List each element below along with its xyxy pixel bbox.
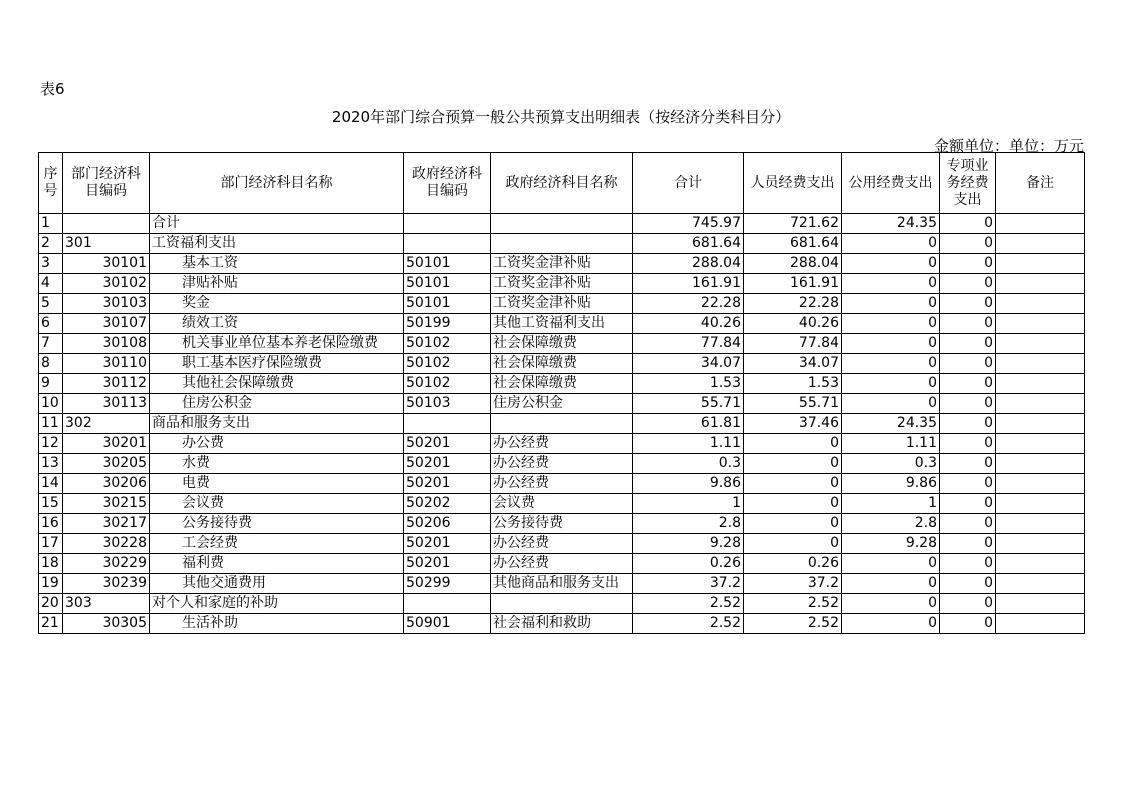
cell-total: 2.52 xyxy=(633,614,744,634)
cell-gov-code: 50101 xyxy=(404,254,491,274)
cell-special: 0 xyxy=(940,414,996,434)
cell-personnel: 2.52 xyxy=(744,594,842,614)
cell-public: 0 xyxy=(842,554,940,574)
cell-gov-code: 50101 xyxy=(404,274,491,294)
table-row xyxy=(39,334,1085,354)
cell-public: 9.28 xyxy=(842,534,940,554)
cell-dept-name: 奖金 xyxy=(150,294,404,314)
cell-personnel: 0 xyxy=(744,454,842,474)
cell-personnel: 0 xyxy=(744,514,842,534)
cell-dept-code: 30215 xyxy=(63,494,150,514)
cell-note xyxy=(996,534,1085,554)
cell-personnel: 0 xyxy=(744,434,842,454)
cell-personnel: 34.07 xyxy=(744,354,842,374)
cell-gov-name: 社会福利和救助 xyxy=(491,614,633,634)
cell-dept-name: 机关事业单位基本养老保险缴费 xyxy=(150,334,404,354)
table-row xyxy=(39,594,1085,614)
cell-dept-code: 30101 xyxy=(63,254,150,274)
cell-personnel: 288.04 xyxy=(744,254,842,274)
cell-total: 22.28 xyxy=(633,294,744,314)
header-gov-code: 政府经济科目编码 xyxy=(404,153,491,214)
cell-public: 1.11 xyxy=(842,434,940,454)
cell-dept-name: 商品和服务支出 xyxy=(150,414,404,434)
table-row xyxy=(39,514,1085,534)
cell-public: 0 xyxy=(842,314,940,334)
cell-gov-name: 办公经费 xyxy=(491,474,633,494)
cell-seq: 20 xyxy=(39,594,63,614)
cell-dept-name: 水费 xyxy=(150,454,404,474)
cell-gov-code: 50201 xyxy=(404,454,491,474)
cell-special: 0 xyxy=(940,554,996,574)
table-row xyxy=(39,214,1085,234)
cell-note xyxy=(996,334,1085,354)
cell-total: 9.28 xyxy=(633,534,744,554)
cell-gov-code: 50201 xyxy=(404,534,491,554)
cell-special: 0 xyxy=(940,214,996,234)
header-total: 合计 xyxy=(633,153,744,214)
cell-dept-code: 302 xyxy=(63,414,150,434)
cell-note xyxy=(996,434,1085,454)
cell-note xyxy=(996,494,1085,514)
cell-gov-code: 50201 xyxy=(404,474,491,494)
cell-dept-name: 住房公积金 xyxy=(150,394,404,414)
cell-note xyxy=(996,374,1085,394)
cell-gov-name: 住房公积金 xyxy=(491,394,633,414)
cell-gov-code: 50102 xyxy=(404,354,491,374)
cell-dept-code: 30107 xyxy=(63,314,150,334)
cell-special: 0 xyxy=(940,334,996,354)
cell-gov-name xyxy=(491,594,633,614)
cell-gov-code: 50201 xyxy=(404,434,491,454)
table-number-label: 表6 xyxy=(40,80,65,98)
table-row xyxy=(39,494,1085,514)
header-gov-name: 政府经济科目名称 xyxy=(491,153,633,214)
cell-special: 0 xyxy=(940,234,996,254)
cell-personnel: 77.84 xyxy=(744,334,842,354)
cell-public: 0 xyxy=(842,574,940,594)
cell-gov-code xyxy=(404,214,491,234)
cell-note xyxy=(996,294,1085,314)
cell-gov-code xyxy=(404,414,491,434)
cell-public: 0 xyxy=(842,614,940,634)
cell-special: 0 xyxy=(940,594,996,614)
cell-public: 9.86 xyxy=(842,474,940,494)
cell-dept-code: 30217 xyxy=(63,514,150,534)
cell-gov-code xyxy=(404,594,491,614)
cell-gov-name: 会议费 xyxy=(491,494,633,514)
cell-gov-code: 50103 xyxy=(404,394,491,414)
cell-gov-name: 公务接待费 xyxy=(491,514,633,534)
cell-seq: 18 xyxy=(39,554,63,574)
cell-dept-code: 30239 xyxy=(63,574,150,594)
cell-dept-code: 30112 xyxy=(63,374,150,394)
cell-dept-code: 30110 xyxy=(63,354,150,374)
cell-dept-name: 会议费 xyxy=(150,494,404,514)
cell-note xyxy=(996,614,1085,634)
cell-dept-code: 30305 xyxy=(63,614,150,634)
cell-public: 0 xyxy=(842,254,940,274)
table-row xyxy=(39,534,1085,554)
cell-dept-code: 30206 xyxy=(63,474,150,494)
cell-dept-code: 30201 xyxy=(63,434,150,454)
cell-dept-name: 其他社会保障缴费 xyxy=(150,374,404,394)
cell-public: 1 xyxy=(842,494,940,514)
cell-special: 0 xyxy=(940,434,996,454)
header-dept-name: 部门经济科目名称 xyxy=(150,153,404,214)
table-row xyxy=(39,354,1085,374)
table-body xyxy=(39,214,1085,634)
cell-personnel: 0 xyxy=(744,474,842,494)
cell-gov-code: 50202 xyxy=(404,494,491,514)
cell-seq: 16 xyxy=(39,514,63,534)
cell-special: 0 xyxy=(940,454,996,474)
cell-gov-name: 社会保障缴费 xyxy=(491,354,633,374)
cell-seq: 12 xyxy=(39,434,63,454)
table-row xyxy=(39,294,1085,314)
cell-personnel: 37.46 xyxy=(744,414,842,434)
cell-public: 0 xyxy=(842,374,940,394)
table-row xyxy=(39,474,1085,494)
table-row xyxy=(39,314,1085,334)
cell-personnel: 0.26 xyxy=(744,554,842,574)
cell-gov-name: 工资奖金津补贴 xyxy=(491,254,633,274)
cell-dept-code: 303 xyxy=(63,594,150,614)
cell-seq: 1 xyxy=(39,214,63,234)
cell-seq: 4 xyxy=(39,274,63,294)
cell-special: 0 xyxy=(940,354,996,374)
cell-seq: 10 xyxy=(39,394,63,414)
cell-seq: 19 xyxy=(39,574,63,594)
cell-public: 0 xyxy=(842,234,940,254)
table-row xyxy=(39,254,1085,274)
cell-gov-code: 50199 xyxy=(404,314,491,334)
cell-total: 1.53 xyxy=(633,374,744,394)
cell-public: 0.3 xyxy=(842,454,940,474)
cell-gov-name: 办公经费 xyxy=(491,554,633,574)
cell-note xyxy=(996,594,1085,614)
cell-seq: 15 xyxy=(39,494,63,514)
cell-public: 2.8 xyxy=(842,514,940,534)
cell-gov-code: 50102 xyxy=(404,334,491,354)
table-row xyxy=(39,414,1085,434)
cell-total: 2.8 xyxy=(633,514,744,534)
cell-gov-name xyxy=(491,214,633,234)
cell-dept-name: 职工基本医疗保险缴费 xyxy=(150,354,404,374)
cell-note xyxy=(996,454,1085,474)
cell-seq: 11 xyxy=(39,414,63,434)
cell-special: 0 xyxy=(940,274,996,294)
cell-total: 288.04 xyxy=(633,254,744,274)
cell-public: 0 xyxy=(842,274,940,294)
cell-dept-code: 30108 xyxy=(63,334,150,354)
cell-special: 0 xyxy=(940,314,996,334)
cell-gov-name xyxy=(491,414,633,434)
cell-total: 2.52 xyxy=(633,594,744,614)
cell-total: 681.64 xyxy=(633,234,744,254)
cell-gov-name: 工资奖金津补贴 xyxy=(491,274,633,294)
cell-gov-name xyxy=(491,234,633,254)
cell-total: 77.84 xyxy=(633,334,744,354)
cell-dept-code: 30102 xyxy=(63,274,150,294)
cell-note xyxy=(996,314,1085,334)
cell-special: 0 xyxy=(940,294,996,314)
cell-gov-code: 50102 xyxy=(404,374,491,394)
header-special: 专项业务经费支出 xyxy=(940,153,996,214)
cell-public: 24.35 xyxy=(842,214,940,234)
cell-total: 1.11 xyxy=(633,434,744,454)
cell-gov-name: 办公经费 xyxy=(491,434,633,454)
cell-total: 40.26 xyxy=(633,314,744,334)
cell-special: 0 xyxy=(940,254,996,274)
cell-total: 1 xyxy=(633,494,744,514)
cell-total: 0.26 xyxy=(633,554,744,574)
cell-gov-code: 50201 xyxy=(404,554,491,574)
cell-note xyxy=(996,474,1085,494)
page-title: 2020年部门综合预算一般公共预算支出明细表（按经济分类科目分） xyxy=(331,108,791,126)
cell-dept-name: 基本工资 xyxy=(150,254,404,274)
cell-special: 0 xyxy=(940,614,996,634)
cell-seq: 2 xyxy=(39,234,63,254)
table-row xyxy=(39,614,1085,634)
cell-note xyxy=(996,394,1085,414)
cell-gov-name: 其他工资福利支出 xyxy=(491,314,633,334)
cell-public: 0 xyxy=(842,394,940,414)
cell-note xyxy=(996,554,1085,574)
cell-seq: 13 xyxy=(39,454,63,474)
cell-dept-code: 30205 xyxy=(63,454,150,474)
cell-total: 37.2 xyxy=(633,574,744,594)
cell-seq: 8 xyxy=(39,354,63,374)
cell-special: 0 xyxy=(940,494,996,514)
cell-gov-name: 办公经费 xyxy=(491,454,633,474)
cell-total: 161.91 xyxy=(633,274,744,294)
cell-seq: 14 xyxy=(39,474,63,494)
cell-personnel: 0 xyxy=(744,494,842,514)
table-row xyxy=(39,394,1085,414)
cell-public: 0 xyxy=(842,354,940,374)
cell-dept-code: 301 xyxy=(63,234,150,254)
cell-note xyxy=(996,234,1085,254)
header-dept-code: 部门经济科目编码 xyxy=(63,153,150,214)
cell-dept-name: 绩效工资 xyxy=(150,314,404,334)
cell-seq: 21 xyxy=(39,614,63,634)
cell-dept-name: 福利费 xyxy=(150,554,404,574)
cell-note xyxy=(996,414,1085,434)
unit-note: 金额单位：单位：万元 xyxy=(933,137,1084,155)
table-row xyxy=(39,454,1085,474)
cell-public: 0 xyxy=(842,334,940,354)
cell-dept-name: 公务接待费 xyxy=(150,514,404,534)
table-row xyxy=(39,554,1085,574)
cell-public: 24.35 xyxy=(842,414,940,434)
cell-dept-name: 津贴补贴 xyxy=(150,274,404,294)
cell-dept-name: 工资福利支出 xyxy=(150,234,404,254)
table-row xyxy=(39,234,1085,254)
cell-personnel: 161.91 xyxy=(744,274,842,294)
cell-note xyxy=(996,514,1085,534)
cell-note xyxy=(996,354,1085,374)
cell-dept-name: 其他交通费用 xyxy=(150,574,404,594)
cell-total: 0.3 xyxy=(633,454,744,474)
cell-dept-code xyxy=(63,214,150,234)
cell-gov-code: 50901 xyxy=(404,614,491,634)
cell-dept-code: 30103 xyxy=(63,294,150,314)
cell-gov-name: 社会保障缴费 xyxy=(491,334,633,354)
expenditure-table xyxy=(38,152,1085,634)
cell-dept-name: 合计 xyxy=(150,214,404,234)
cell-seq: 5 xyxy=(39,294,63,314)
cell-special: 0 xyxy=(940,374,996,394)
header-seq: 序号 xyxy=(39,153,63,214)
cell-special: 0 xyxy=(940,574,996,594)
cell-gov-code xyxy=(404,234,491,254)
cell-dept-code: 30229 xyxy=(63,554,150,574)
cell-dept-code: 30228 xyxy=(63,534,150,554)
table-header-row xyxy=(39,153,1085,214)
cell-seq: 3 xyxy=(39,254,63,274)
cell-gov-name: 其他商品和服务支出 xyxy=(491,574,633,594)
cell-personnel: 681.64 xyxy=(744,234,842,254)
cell-gov-name: 办公经费 xyxy=(491,534,633,554)
cell-note xyxy=(996,254,1085,274)
table-row xyxy=(39,434,1085,454)
cell-special: 0 xyxy=(940,474,996,494)
cell-gov-code: 50206 xyxy=(404,514,491,534)
header-personnel: 人员经费支出 xyxy=(744,153,842,214)
cell-personnel: 2.52 xyxy=(744,614,842,634)
cell-gov-name: 社会保障缴费 xyxy=(491,374,633,394)
table-row xyxy=(39,374,1085,394)
cell-total: 34.07 xyxy=(633,354,744,374)
cell-personnel: 37.2 xyxy=(744,574,842,594)
cell-total: 61.81 xyxy=(633,414,744,434)
table-row xyxy=(39,274,1085,294)
cell-dept-name: 办公费 xyxy=(150,434,404,454)
cell-seq: 6 xyxy=(39,314,63,334)
cell-total: 745.97 xyxy=(633,214,744,234)
cell-total: 55.71 xyxy=(633,394,744,414)
cell-public: 0 xyxy=(842,294,940,314)
cell-personnel: 721.62 xyxy=(744,214,842,234)
cell-public: 0 xyxy=(842,594,940,614)
cell-total: 9.86 xyxy=(633,474,744,494)
cell-personnel: 40.26 xyxy=(744,314,842,334)
cell-seq: 7 xyxy=(39,334,63,354)
cell-note xyxy=(996,214,1085,234)
cell-special: 0 xyxy=(940,514,996,534)
cell-dept-name: 对个人和家庭的补助 xyxy=(150,594,404,614)
cell-dept-name: 生活补助 xyxy=(150,614,404,634)
cell-seq: 17 xyxy=(39,534,63,554)
cell-dept-name: 工会经费 xyxy=(150,534,404,554)
cell-personnel: 55.71 xyxy=(744,394,842,414)
table-row xyxy=(39,574,1085,594)
cell-special: 0 xyxy=(940,394,996,414)
cell-personnel: 22.28 xyxy=(744,294,842,314)
cell-personnel: 1.53 xyxy=(744,374,842,394)
cell-gov-code: 50299 xyxy=(404,574,491,594)
cell-note xyxy=(996,274,1085,294)
cell-gov-name: 工资奖金津补贴 xyxy=(491,294,633,314)
cell-dept-name: 电费 xyxy=(150,474,404,494)
cell-gov-code: 50101 xyxy=(404,294,491,314)
header-note: 备注 xyxy=(996,153,1085,214)
cell-dept-code: 30113 xyxy=(63,394,150,414)
cell-personnel: 0 xyxy=(744,534,842,554)
cell-special: 0 xyxy=(940,534,996,554)
cell-note xyxy=(996,574,1085,594)
header-public: 公用经费支出 xyxy=(842,153,940,214)
cell-seq: 9 xyxy=(39,374,63,394)
